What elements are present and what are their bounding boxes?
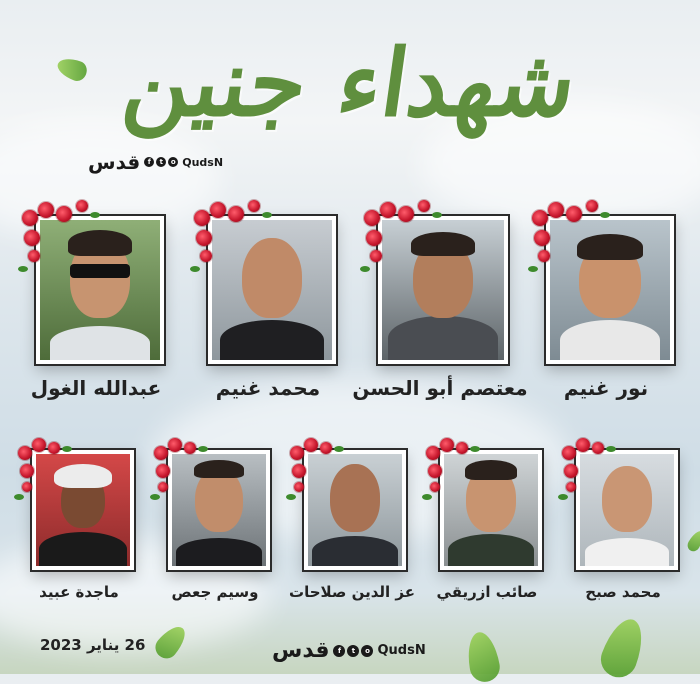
facebook-icon: f — [333, 645, 345, 657]
sunglasses — [70, 264, 130, 278]
photo-frame — [440, 450, 542, 570]
martyr-photo — [36, 454, 130, 566]
photo-frame — [546, 216, 674, 364]
brand-top — [88, 150, 223, 174]
martyr-photo — [172, 454, 266, 566]
leaf-decoration — [596, 614, 650, 683]
instagram-icon: o — [168, 157, 178, 167]
martyr-name: نور غنيم — [563, 376, 649, 400]
martyr-name: وسيم جعص — [171, 583, 259, 601]
page-title: شهداء جنين — [116, 29, 584, 137]
martyr-photo — [40, 220, 160, 360]
twitter-icon: t — [347, 645, 359, 657]
martyr-name: عبدالله الغول — [30, 376, 162, 400]
photo-frame — [576, 450, 678, 570]
leaf-decoration — [464, 630, 502, 684]
martyr-name: معتصم أبو الحسن — [352, 376, 528, 400]
photo-frame — [304, 450, 406, 570]
martyr-photo — [580, 454, 674, 566]
martyr-photo — [308, 454, 402, 566]
martyr-photo — [444, 454, 538, 566]
martyr-name: محمد غنيم — [215, 376, 321, 400]
photo-frame — [36, 216, 164, 364]
photo-frame — [168, 450, 270, 570]
brand-bottom — [272, 638, 426, 663]
brand-handle: QudsN — [182, 155, 224, 169]
martyr-photo — [382, 220, 504, 360]
martyr-name: صائب ازريقي — [436, 583, 538, 601]
martyr-photo — [212, 220, 332, 360]
twitter-icon: t — [156, 157, 166, 167]
photo-frame — [208, 216, 336, 364]
martyr-name: ماجدة عبيد — [39, 583, 119, 601]
photo-frame — [378, 216, 508, 364]
facebook-icon: f — [144, 157, 154, 167]
brand-logo: قدس — [272, 638, 330, 663]
martyr-name: عز الدين صلاحات — [289, 583, 415, 601]
instagram-icon: o — [361, 645, 373, 657]
martyr-photo — [550, 220, 670, 360]
photo-frame — [32, 450, 134, 570]
leaf-decoration — [685, 528, 700, 553]
brand-handle: QudsN — [377, 643, 426, 658]
martyr-name: محمد صبح — [585, 583, 661, 601]
brand-logo: قدس — [88, 150, 141, 174]
date-label: 26 يناير 2023 — [40, 636, 146, 654]
